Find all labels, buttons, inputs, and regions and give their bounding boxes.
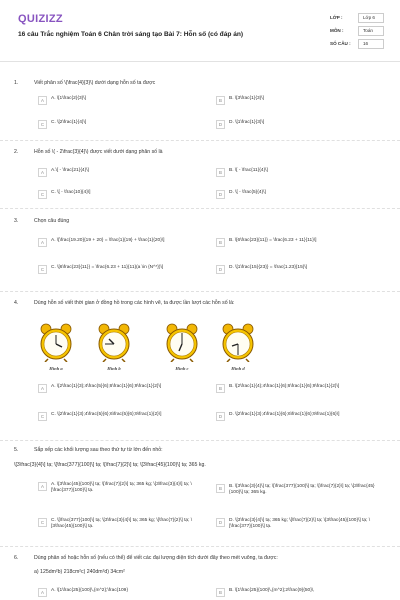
option-text: B. \[3\frac{3}{4}\] tạ; \[\frac{377}{100}\] tạ; \[\frac{7}{2}\] tạ; \[3\frac{45}{100}\] tạ; 365 kg. [229,484,375,496]
question-4-options [38,384,388,434]
option-letter: C [38,518,47,527]
option-letter: D [216,518,225,527]
option-a[interactable] [38,482,203,495]
option-letter: A [38,588,47,597]
option-d[interactable] [216,265,388,274]
meta-value: Lớp 6 [358,13,384,23]
option-b[interactable] [216,384,388,393]
option-a[interactable] [38,168,89,177]
question-number: 3. [14,218,19,224]
clock-caption: Hình c [175,365,189,371]
option-letter: D [216,190,225,199]
divider [0,546,400,547]
option-b[interactable] [216,168,268,177]
option-c[interactable] [38,412,203,421]
meta-subject [330,24,388,37]
option-letter: C [38,190,47,199]
question-5-options [38,482,388,540]
question-text: Sắp xếp các khối lượng sau theo thứ tự từ lớn đến nhỏ: [34,447,163,453]
option-letter: C [38,120,47,129]
question-6-options [38,588,388,600]
option-text: A. \[\frac{19.20}{19 + 20} = \frac{1}{19} + \frac{1}{20}\] [51,238,165,243]
option-d[interactable] [216,412,388,421]
option-text: C. \[ - \frac{10}{4}\] [51,190,91,195]
clock-figures [38,322,278,374]
option-a[interactable] [38,238,203,247]
meta-box [330,11,388,50]
option-text: D. \[ - \frac{5}{4}\] [229,190,266,195]
divider [0,291,400,292]
option-text: B. \[6\frac{23}{11}} = \frac{6.23 + 11}{11}\] [229,238,317,243]
question-3 [14,218,389,225]
question-1-options [38,96,388,136]
question-6 [14,555,389,576]
meta-count [330,37,388,50]
option-text: C. \[2\frac{1}{4}\] [51,120,87,125]
option-text: C. \[2\frac{1}{3};4\frac{5}{6};6\frac{5}{6};9\frac{1}{2}\] [51,412,162,417]
question-text: Chọn câu đúng [34,218,70,224]
question-text: Viết phân số \(\frac{4}{3}\) dưới dạng hỗn số ta được [34,80,156,86]
option-text: D. \[3\frac{3}{4}\] tạ; 365 kg; \[\frac{7}{2}\] tạ; \[3\frac{45}{100}\] tạ; \[\frac{377}{100}\] tạ. [229,518,371,530]
meta-label: MÔN : [330,27,344,33]
question-number: 5. [14,447,19,453]
option-text: B. \[2\frac{1}{4};4\frac{1}{6};6\frac{1}{6};9\frac{1}{2}\] [229,384,340,389]
option-text: C. \[6\frac{23}{11}} = \frac{6.23 + 11}{11}(a \in {N^*})\] [51,265,164,270]
option-text: B. \[3\frac{1}{3}\] [229,96,264,101]
question-5 [14,447,389,469]
option-d[interactable] [216,120,264,129]
option-text: A. \[1\frac{2}{3}\] [51,96,86,101]
option-c[interactable] [38,265,203,274]
alarm-clock-icon [164,322,200,362]
option-text: C. \[\frac{377}{100}\] tạ; \[3\frac{3}{4}\] tạ; 365 kg; \[\frac{7}{2}\] tạ; \[3\frac{45}{100}\] tạ. [51,518,193,530]
option-text: B. \[1\frac{25}{100}\,{m^2};2\frac{9}{50}\, [229,588,315,593]
clock-a [38,322,74,372]
question-number: 1. [14,80,19,86]
clock-d [220,322,256,372]
question-number: 2. [14,149,19,155]
option-text: D. \[1\frac{1}{3}\] [229,120,265,125]
option-letter: B [216,96,225,105]
alarm-clock-icon [38,322,74,362]
option-letter: B [216,168,225,177]
option-letter: D [216,120,225,129]
option-c[interactable] [38,518,203,531]
option-d[interactable] [216,518,388,531]
option-a[interactable] [38,588,203,597]
option-letter: B [216,484,225,493]
page-header [0,0,400,62]
quizizz-logo: QUIZIZZ [18,13,63,25]
meta-label: LỚP : [330,14,343,20]
alarm-clock-icon [220,322,256,362]
option-letter: A [38,96,47,105]
question-subtext: \[3\frac{3}{4}\] tạ; \[\frac{377}{100}\] tạ; \[\frac{7}{2}\] tạ; \[3\frac{45}{100}\] tạ; 365 kg. [14,461,206,468]
meta-value: Toán [358,26,384,36]
option-text: A. \[3\frac{45}{100}\] tạ; \[\frac{7}{2}\] tạ; 365 kg; \[3\frac{3}{4}\] tạ; \[\frac{377}{100}\] tạ. [51,482,192,494]
divider [0,140,400,141]
option-c[interactable] [38,120,86,129]
option-d[interactable] [216,190,266,199]
question-number: 4. [14,300,19,306]
option-text: A. \[1\frac{25}{100}\,{m^2};\frac{109} [51,588,128,593]
question-1 [14,80,389,87]
question-subtext: a) 125dm²b) 218cm²c) 240dm²d) 34cm² [34,568,125,575]
option-letter: A [38,384,47,393]
option-letter: A [38,168,47,177]
question-2 [14,149,389,156]
option-letter: B [216,384,225,393]
option-text: D. \[2\frac{1}{3};4\frac{1}{6};6\frac{1}{6};9\frac{1}{6}\] [229,412,340,417]
page-title: 16 câu Trắc nghiệm Toán 6 Chân trời sáng tạo Bài 7: Hỗn số (có đáp án) [18,31,244,38]
alarm-clock-icon [96,322,132,362]
option-letter: D [216,265,225,274]
option-letter: C [38,265,47,274]
option-letter: B [216,238,225,247]
option-b[interactable] [216,96,264,105]
option-b[interactable] [216,588,388,597]
clock-caption: Hình a [49,365,63,371]
clock-c [164,322,200,372]
option-letter: D [216,412,225,421]
option-text: A.\[ - \frac{21}{4}\] [51,168,89,173]
option-letter: A [38,482,47,491]
option-c[interactable] [38,190,90,199]
question-number: 6. [14,555,19,561]
option-b[interactable] [216,484,388,497]
question-4 [14,300,389,307]
clock-caption: Hình b [107,365,121,371]
option-text: B. \[ - \frac{11}{4}\] [229,168,268,173]
clock-b [96,322,132,372]
question-text: Hỗn số \( - 2\frac{3}{4}\) được viết dưới dạng phân số là [34,149,163,155]
question-text: Dùng hỗn số viết thời gian ở đồng hồ trong các hình vẽ, ta được lần lượt các hỗn số là: [34,300,235,306]
divider [0,440,400,441]
meta-value: 16 [358,39,384,49]
option-b[interactable] [216,238,388,247]
option-letter: B [216,588,225,597]
clock-caption: Hình d [231,365,245,371]
option-letter: A [38,238,47,247]
option-text: D. \[1\frac{15}{23}} = \frac{1.23}{15}\] [229,265,308,270]
question-3-options [38,238,388,288]
question-text: Dùng phân số hoặc hỗn số (nếu có thể) để viết các đại lượng diện tích dưới đây theo mét vuông, ta được: [34,555,278,561]
meta-grade [330,11,388,24]
question-2-options [38,168,388,208]
meta-label: SỐ CÂU : [330,40,351,46]
option-a[interactable] [38,384,203,393]
divider [0,208,400,209]
option-text: A. \[2\frac{1}{3};4\frac{5}{6};6\frac{1}{6};9\frac{1}{2}\] [51,384,162,389]
option-letter: C [38,412,47,421]
option-a[interactable] [38,96,86,105]
